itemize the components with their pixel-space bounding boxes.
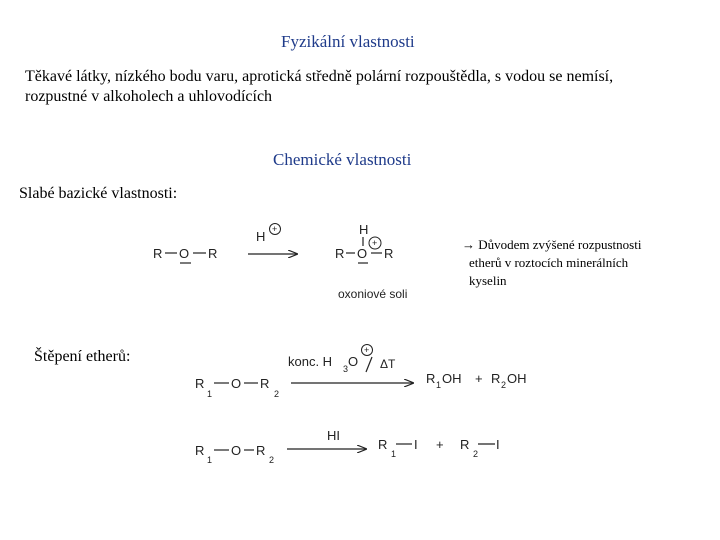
product-hydrogen: H — [359, 222, 369, 237]
physical-properties-line-1: Těkavé látky, nízkého bodu varu, aprotická středně polární rozpouštědla, s vodou se nemísí, — [25, 68, 614, 85]
svg-text:O: O — [348, 354, 359, 369]
solubility-note-line-2: etherů v roztocích minerálních — [469, 255, 629, 270]
heating-condition: ΔT — [380, 357, 396, 371]
reagent-proton-charge: + — [272, 224, 278, 234]
physical-properties-title: Fyzikální vlastnosti — [281, 32, 415, 51]
svg-text:1: 1 — [207, 389, 213, 399]
right-arrow-icon: → — [462, 237, 475, 252]
reactant-oxygen: O — [179, 246, 190, 261]
product-iodide-2: R — [460, 437, 470, 452]
svg-text:I: I — [414, 437, 418, 452]
reactant-r-right: R — [208, 246, 218, 261]
product-alcohol-1: R — [426, 371, 436, 386]
oxonium-salts-label: oxoniové soli — [338, 287, 408, 301]
product-alcohol-2: R — [491, 371, 501, 386]
solubility-note-line-1: → Důvodem zvýšené rozpustnosti — [462, 237, 642, 252]
reagent-proton: H — [256, 229, 266, 244]
reactant-r-left: R — [153, 246, 163, 261]
product-oxygen: O — [357, 246, 368, 261]
svg-text:OH: OH — [442, 371, 462, 386]
ether-r2: R — [260, 376, 270, 391]
svg-text:+: + — [475, 371, 483, 386]
ether-cleavage-label: Štěpení etherů: — [34, 348, 131, 365]
svg-text:2: 2 — [274, 389, 280, 399]
protonation-reaction — [153, 222, 407, 301]
solubility-note-line-3: kyselin — [469, 273, 507, 288]
svg-text:2: 2 — [269, 455, 275, 465]
product-r-right: R — [384, 246, 394, 261]
chemical-properties-title: Chemické vlastnosti — [273, 150, 412, 169]
svg-text:1: 1 — [391, 449, 397, 459]
basic-properties-label: Slabé bazické vlastnosti: — [19, 185, 178, 202]
ether-r1: R — [195, 443, 205, 458]
svg-text:1: 1 — [207, 455, 213, 465]
product-iodide-1: R — [378, 437, 388, 452]
ether-oxygen: O — [231, 443, 242, 458]
physical-properties-line-2: rozpustné v alkoholech a uhlovodících — [25, 88, 273, 105]
svg-text:2: 2 — [473, 449, 479, 459]
ether-oxygen: O — [231, 376, 242, 391]
product-charge: + — [372, 238, 378, 248]
ether-r1: R — [195, 376, 205, 391]
svg-text:+: + — [436, 437, 444, 452]
hi-cleavage-reaction — [195, 428, 500, 465]
svg-text:+: + — [364, 345, 370, 355]
ether-r2: R — [256, 443, 266, 458]
svg-text:3: 3 — [343, 364, 349, 374]
acid-cleavage-reaction — [195, 345, 527, 400]
svg-text:2: 2 — [501, 380, 507, 390]
svg-text:1: 1 — [436, 380, 442, 390]
product-r-left: R — [335, 246, 345, 261]
svg-text:I: I — [496, 437, 500, 452]
hi-reagent: HI — [327, 428, 340, 443]
svg-text:OH: OH — [507, 371, 527, 386]
acid-conditions: konc. H — [288, 354, 333, 369]
